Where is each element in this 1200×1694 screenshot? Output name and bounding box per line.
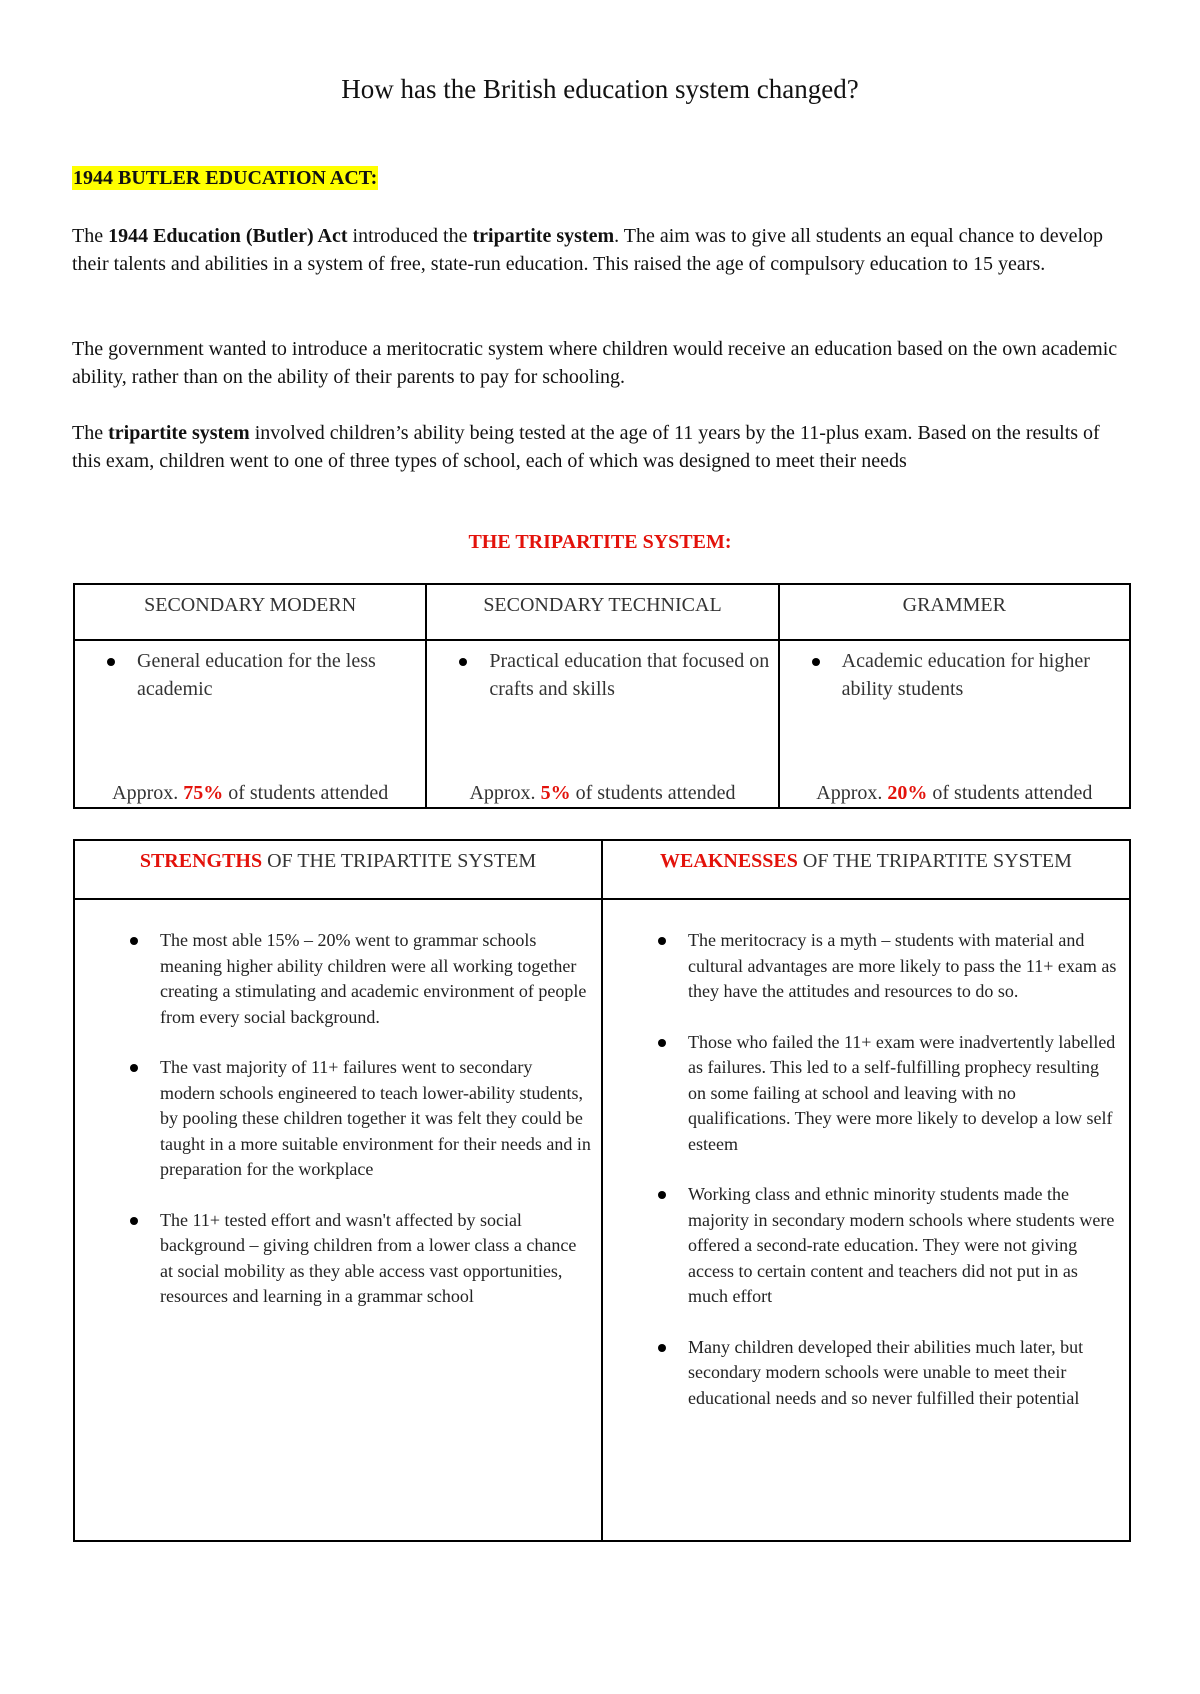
percent-value: 5% bbox=[540, 782, 571, 804]
attendance-text bbox=[435, 779, 769, 807]
header-secondary-modern: SECONDARY MODERN bbox=[74, 584, 426, 640]
intro-paragraph bbox=[72, 222, 1132, 278]
para1-text: . The aim was to give all students an equal chance to develop their talents and abilities in a system of free, state-run education. This raised the age of compulsory education to 15 years. bbox=[72, 225, 1104, 275]
para1-bold-act: 1944 Education (Butler) Act bbox=[108, 225, 348, 247]
section-heading: 1944 BUTLER EDUCATION ACT: bbox=[73, 167, 378, 189]
list-item: General education for the less academic bbox=[137, 647, 417, 703]
weaknesses-label: WEAKNESSES bbox=[660, 850, 798, 872]
strengths-label: STRENGTHS bbox=[139, 850, 263, 872]
para3-bold-system: tripartite system bbox=[108, 422, 250, 444]
tripartite-body-row bbox=[74, 640, 1130, 808]
tripartite-heading: THE TRIPARTITE SYSTEM: bbox=[468, 531, 732, 553]
list-item: The meritocracy is a myth – students with material and cultural advantages are more likely to pass the 11+ exam as they have the attitudes and resources to do so. bbox=[688, 928, 1119, 1005]
weaknesses-header bbox=[602, 840, 1130, 899]
para1-text: introduced the bbox=[347, 225, 473, 247]
percent-value: 75% bbox=[183, 782, 224, 804]
para3-text: involved children’s ability being tested at the age of 11 years by the 11-plus exam. Based on the results of this exam, children went to one of three types of school, each of which was designed to meet their needs bbox=[72, 422, 1100, 472]
para3-text: The bbox=[72, 422, 109, 444]
para1-bold-system: tripartite system bbox=[472, 225, 615, 247]
list-item: Working class and ethnic minority students made the majority in secondary modern schools where students were offered a second-rate education. They were not giving access to certain content and teachers did not put in as much effort bbox=[688, 1182, 1119, 1310]
meritocracy-paragraph: The government wanted to introduce a meritocratic system where children would receive an education based on the own academic ability, rather than on the ability of their parents to pay for schooling. bbox=[72, 338, 1118, 388]
tripartite-table bbox=[73, 583, 1131, 809]
cell-secondary-technical bbox=[426, 640, 778, 808]
header-grammar: GRAMMER bbox=[779, 584, 1130, 640]
approx-label: Approx. bbox=[816, 782, 888, 804]
attendance-text bbox=[83, 779, 417, 807]
approx-suffix: of students attended bbox=[570, 782, 736, 804]
list-item: The 11+ tested effort and wasn't affected by social background – giving children from a lower class a chance at social mobility as they able access vast opportunities, resources and learning in a grammar school bbox=[160, 1208, 591, 1310]
tripartite-header-row bbox=[74, 584, 1130, 640]
strengths-list bbox=[83, 928, 591, 1310]
header-secondary-technical: SECONDARY TECHNICAL bbox=[426, 584, 778, 640]
approx-suffix: of students attended bbox=[223, 782, 389, 804]
strengths-weaknesses-table bbox=[73, 839, 1131, 1542]
cell-secondary-modern bbox=[74, 640, 426, 808]
weaknesses-cell bbox=[602, 899, 1130, 1541]
page-title: How has the British education system changed? bbox=[341, 74, 859, 104]
tripartite-paragraph bbox=[72, 419, 1132, 475]
strengths-cell bbox=[74, 899, 602, 1541]
list-item: Academic education for higher ability students bbox=[842, 647, 1121, 703]
sw-body-row bbox=[74, 899, 1130, 1541]
list-item: The most able 15% – 20% went to grammar schools meaning higher ability children were all working together creating a stimulating and academic environment of people from every social background. bbox=[160, 928, 591, 1030]
list-item: The vast majority of 11+ failures went to secondary modern schools engineered to teach lower-ability students, by pooling these children together it was felt they could be taught in a more suitable environment for their needs and in preparation for the workplace bbox=[160, 1055, 591, 1183]
weaknesses-header-rest: OF THE TRIPARTITE SYSTEM bbox=[797, 850, 1072, 872]
para1-text: The bbox=[72, 225, 109, 247]
percent-value: 20% bbox=[887, 782, 928, 804]
sw-header-row bbox=[74, 840, 1130, 899]
approx-suffix: of students attended bbox=[927, 782, 1093, 804]
attendance-text bbox=[788, 779, 1121, 807]
weaknesses-list bbox=[611, 928, 1119, 1411]
cell-grammar bbox=[779, 640, 1130, 808]
strengths-header bbox=[74, 840, 602, 899]
list-item: Practical education that focused on crafts and skills bbox=[489, 647, 769, 703]
approx-label: Approx. bbox=[469, 782, 541, 804]
list-item: Many children developed their abilities much later, but secondary modern schools were unable to meet their educational needs and so never fulfilled their potential bbox=[688, 1335, 1119, 1412]
list-item: Those who failed the 11+ exam were inadvertently labelled as failures. This led to a self-fulfilling prophecy resulting on some failing at school and leaving with no qualifications. They were more likely to develop a low self esteem bbox=[688, 1030, 1119, 1158]
strengths-header-rest: OF THE TRIPARTITE SYSTEM bbox=[262, 850, 537, 872]
approx-label: Approx. bbox=[112, 782, 184, 804]
